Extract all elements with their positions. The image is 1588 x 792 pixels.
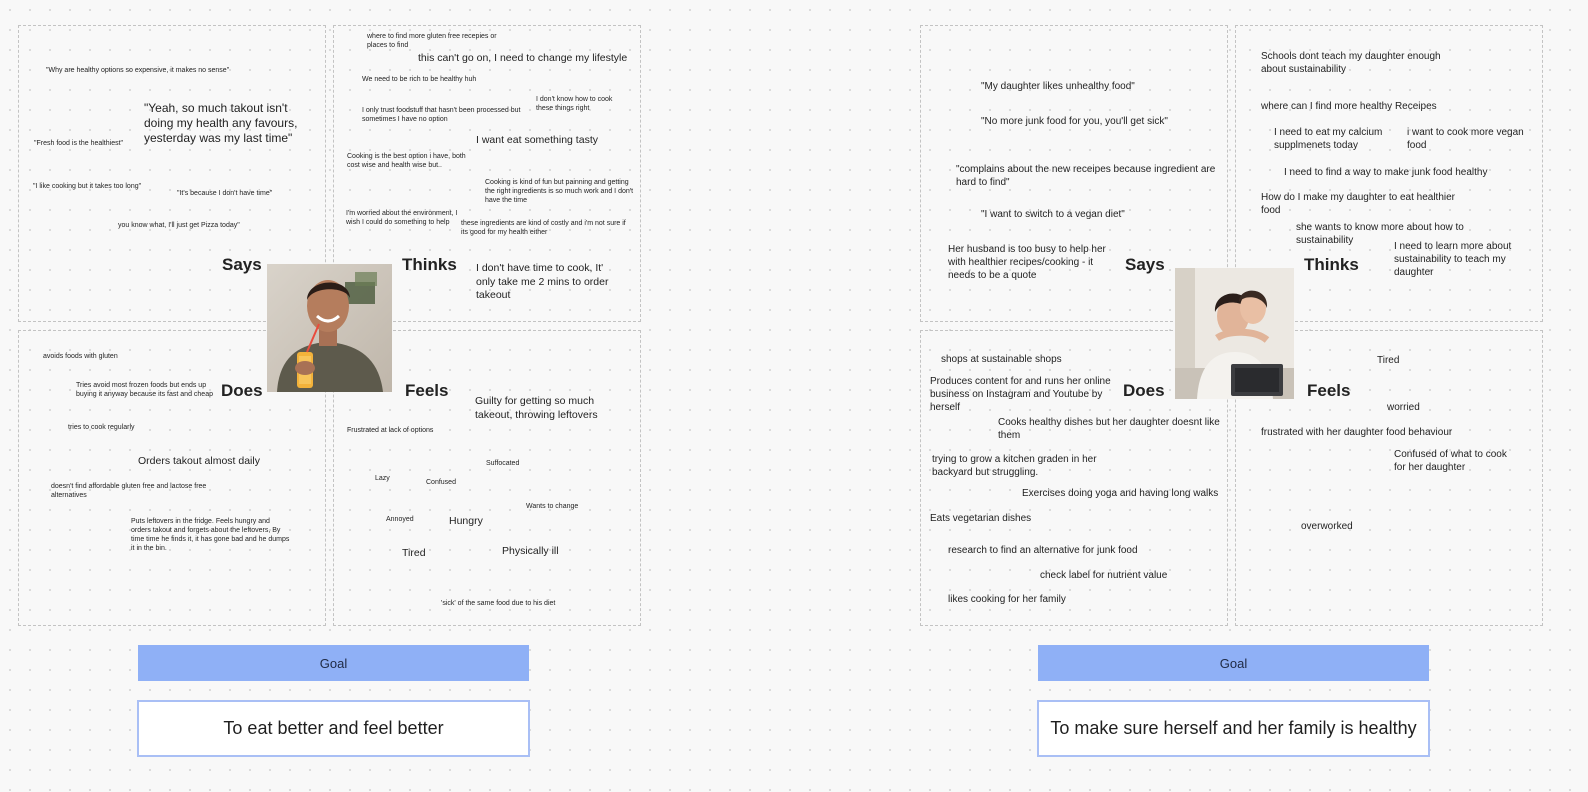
sticky-note[interactable]: this can't go on, I need to change my lifestyle [418, 52, 628, 64]
persona2-goal-button[interactable]: Goal [1038, 645, 1429, 681]
persona1-goal-button[interactable]: Goal [138, 645, 529, 681]
sticky-note[interactable]: I need to learn more about sustainability to teach my daughter [1394, 241, 1512, 278]
sticky-note[interactable]: Cooks healthy dishes but her daughter doesnt like them [998, 417, 1220, 441]
sticky-note[interactable]: How do I make my daughter to eat healthier food [1261, 192, 1455, 216]
sticky-note[interactable]: she wants to know more about how to sustainability [1296, 222, 1464, 246]
sticky-note[interactable]: Cooking is the best option i have, both cost wise and health wise but.. [347, 153, 466, 170]
sticky-note[interactable]: 'sick' of the same food due to his diet [441, 600, 556, 607]
sticky-note[interactable]: "My daughter likes unhealthy food" [981, 81, 1135, 92]
sticky-note[interactable]: I need to find a way to make junk food healthy [1284, 167, 1488, 178]
persona2-goal-text[interactable]: To make sure herself and her family is healthy [1037, 700, 1430, 757]
says-label: Says [1125, 255, 1165, 274]
sticky-note[interactable]: Her husband is too busy to help her with healthier recipes/cooking - it needs to be a quote [948, 244, 1106, 281]
does-label: Does [221, 381, 263, 400]
sticky-note[interactable]: I want eat something tasty [476, 134, 598, 146]
sticky-note[interactable]: Physically ill [502, 545, 559, 557]
sticky-note[interactable]: I need to eat my calcium supplmenets today [1274, 127, 1383, 151]
sticky-note[interactable]: likes cooking for her family [948, 594, 1066, 605]
sticky-note[interactable]: check label for nutrient value [1040, 570, 1168, 581]
sticky-note[interactable]: Cooking is kind of fun but painning and getting the right ingredients is so much work and I don't have the time [485, 179, 634, 205]
sticky-note[interactable]: Puts leftovers in the fridge. Feels hungry and orders takout and forgets about the leftovers, By time time he finds it, it has gone bad and he dumps it in the bin. [131, 518, 290, 553]
sticky-note[interactable]: doesn't find affordable gluten free and lactose free alternatives [51, 483, 207, 500]
sticky-note[interactable]: trying to grow a kitchen graden in her backyard but struggling. [932, 454, 1097, 478]
sticky-note[interactable]: you know what, I'll just get Pizza today" [118, 222, 240, 229]
sticky-note[interactable]: "I want to switch to a vegan diet" [981, 209, 1125, 220]
sticky-note[interactable]: Tired [1377, 355, 1400, 366]
sticky-note[interactable]: Confused of what to cook for her daughter [1394, 449, 1507, 473]
feels-label: Feels [1307, 381, 1351, 400]
thinks-label: Thinks [1304, 255, 1359, 274]
sticky-note[interactable]: "complains about the new receipes because ingredient are hard to find" [956, 164, 1216, 188]
persona1-photo [267, 264, 392, 392]
sticky-note[interactable]: "Why are healthy options so expensive, it makes no sense" [46, 67, 230, 74]
sticky-note[interactable]: "Fresh food is the healthiest" [34, 140, 124, 147]
does-label: Does [1123, 381, 1165, 400]
sticky-note[interactable]: Schools dont teach my daughter enough about sustainability [1261, 51, 1441, 75]
sticky-note[interactable]: research to find an alternative for junk food [948, 545, 1138, 556]
sticky-note[interactable]: where can I find more healthy Receipes [1261, 101, 1437, 112]
sticky-note[interactable]: Frustrated at lack of options [347, 427, 434, 434]
sticky-note[interactable]: worried [1387, 402, 1420, 413]
sticky-note[interactable]: Exercises doing yoga and having long walks [1022, 488, 1219, 499]
persona1-goal-text[interactable]: To eat better and feel better [137, 700, 530, 757]
sticky-note[interactable]: Suffocated [486, 460, 520, 467]
sticky-note[interactable]: I'm worried about the environment, I wish I could do something to help [346, 210, 458, 227]
sticky-note[interactable]: Wants to change [526, 503, 579, 510]
sticky-note[interactable]: i want to cook more vegan food [1407, 127, 1524, 151]
feels-label: Feels [405, 381, 449, 400]
sticky-note[interactable]: where to find more gluten free recepies or places to find [367, 33, 497, 50]
sticky-note[interactable]: "Yeah, so much takout isn't doing my health any favours, yesterday was my last time" [144, 101, 298, 145]
sticky-note[interactable]: "No more junk food for you, you'll get sick" [981, 116, 1168, 127]
sticky-note[interactable]: tries to cook regularly [68, 424, 135, 431]
sticky-note[interactable]: Produces content for and runs her online business on Instagram and Youtube by herself [930, 376, 1111, 413]
persona2-photo [1175, 268, 1294, 399]
sticky-note[interactable]: I don't have time to cook, It' only take me 2 mins to order takeout [476, 262, 609, 302]
sticky-note[interactable]: I only trust foodstuff that hasn't been processed but sometimes I have no option [362, 107, 521, 124]
says-label: Says [222, 255, 262, 274]
sticky-note[interactable]: Eats vegetarian dishes [930, 513, 1032, 524]
sticky-note[interactable]: Hungry [449, 515, 483, 527]
sticky-note[interactable]: "It's because I don't have time" [177, 190, 273, 197]
sticky-note[interactable]: Guilty for getting so much takeout, throwing leftovers [475, 395, 598, 421]
sticky-note[interactable]: "I like cooking but it takes too long" [33, 183, 142, 190]
sticky-note[interactable]: Tries avoid most frozen foods but ends up buying it anyway because its fast and cheap [76, 382, 213, 399]
sticky-note[interactable]: avoids foods with gluten [43, 353, 118, 360]
sticky-note[interactable]: overworked [1301, 521, 1353, 532]
sticky-note[interactable]: Confused [426, 479, 456, 486]
sticky-note[interactable]: Tired [402, 547, 426, 559]
sticky-note[interactable]: frustrated with her daughter food behaviour [1261, 427, 1453, 438]
sticky-note[interactable]: Annoyed [386, 516, 414, 523]
sticky-note[interactable]: these ingredients are kind of costly and i'm not sure if its good for my health either [461, 220, 626, 237]
sticky-note[interactable]: Lazy [375, 475, 390, 482]
sticky-note[interactable]: shops at sustainable shops [941, 354, 1062, 365]
sticky-note[interactable]: I don't know how to cook these things right [536, 96, 613, 113]
sticky-note[interactable]: Orders takout almost daily [138, 455, 260, 467]
sticky-note[interactable]: We need to be rich to be healthy huh [362, 76, 477, 83]
thinks-label: Thinks [402, 255, 457, 274]
